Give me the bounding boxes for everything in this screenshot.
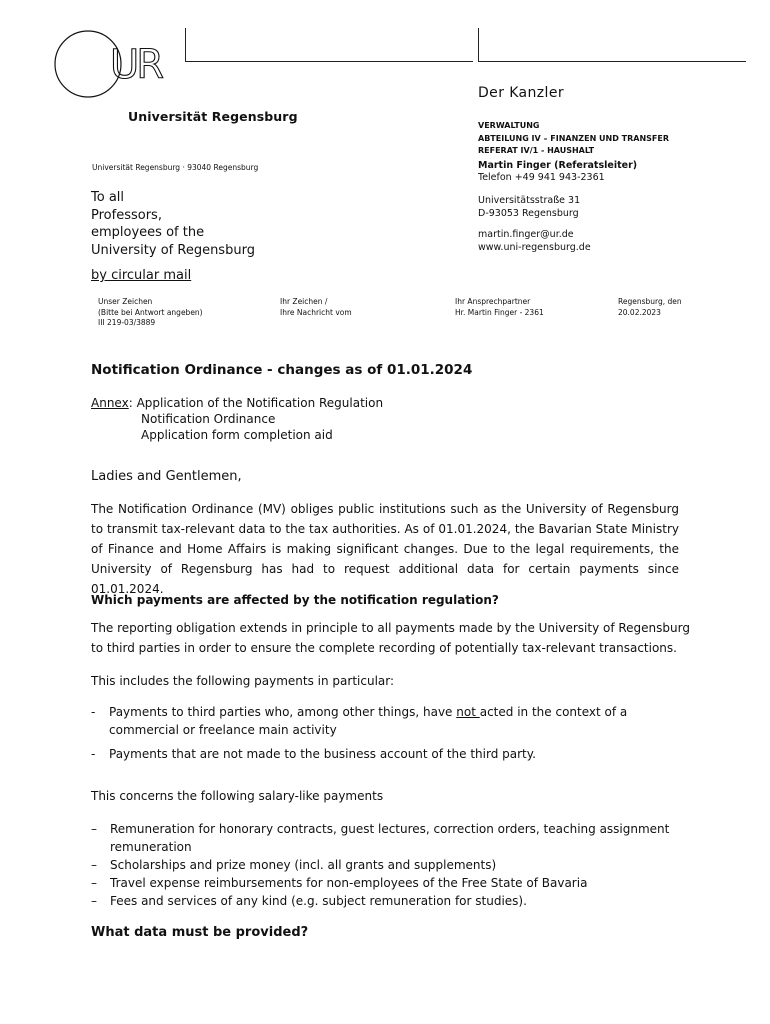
list-item	[91, 703, 691, 739]
contact-email[interactable]: martin.finger@ur.de	[478, 229, 574, 240]
header-rule-right-vertical	[478, 28, 479, 62]
annex-block: Annex: Application of the Notification Regulation Notification Ordinance Application form completion aid	[91, 396, 384, 442]
logo-letters: UR	[110, 42, 162, 88]
header-rule-left	[185, 61, 473, 62]
recipient-line: To all	[91, 190, 125, 205]
greeting: Ladies and Gentlemen,	[91, 469, 242, 484]
dash-marker: –	[91, 858, 97, 872]
list-item	[91, 856, 691, 874]
list-item	[91, 892, 691, 910]
salary-payments-list	[91, 820, 691, 910]
list-item	[91, 874, 691, 892]
ref-value: 20.02.2023	[618, 307, 661, 317]
address-block	[478, 195, 580, 220]
online-block	[478, 229, 591, 254]
list-item-text: Payments to third parties who, among other things, have	[109, 705, 457, 719]
contact-website[interactable]: www.uni-regensburg.de	[478, 241, 591, 253]
contact-phone: Telefon +49 941 943-2361	[478, 172, 605, 183]
ref-note: (Bitte bei Antwort angeben)	[98, 307, 203, 317]
section-heading-payments: Which payments are affected by the notification regulation?	[91, 593, 499, 607]
reporting-paragraph: The reporting obligation extends in principle to all payments made by the University of Regensburg to third parties in order to ensure the complete recording of potentially tax-relevant transactions.	[91, 621, 690, 655]
hyphen-marker: -	[91, 747, 96, 761]
ref-label: Ihr Ansprechpartner	[455, 297, 531, 306]
recipient-line: Professors,	[91, 207, 162, 223]
address-street: Universitätsstraße 31	[478, 195, 581, 206]
intro-paragraph: The Notification Ordinance (MV) obliges public institutions such as the University of Regensburg to transmit tax-relevant data to the tax authorities. As of 01.01.2024, the Bavarian State Ministry of Finance and Home Affairs is making significant changes. Due to the legal requirements, the University of Regensburg has had to request additional data for certain payments since 01.01.2024.	[91, 502, 679, 596]
reference-date	[618, 297, 682, 318]
sender-line: Universität Regensburg · 93040 Regensburg	[92, 163, 259, 172]
university-logo	[52, 26, 164, 110]
delivery-method: by circular mail	[91, 268, 192, 283]
recipient-line: University of Regensburg	[91, 242, 255, 258]
recipient-block	[91, 189, 255, 259]
list-item-text: Travel expense reimbursements for non-employees of the Free State of Bavaria	[110, 876, 588, 890]
list-item-text: Remuneration for honorary contracts, guest lectures, correction orders, teaching assignment remuneration	[110, 822, 670, 854]
university-name: Universität Regensburg	[128, 109, 298, 124]
list-item	[91, 820, 691, 856]
dept-line: ABTEILUNG IV – FINANZEN UND TRANSFER	[478, 133, 670, 143]
annex-item: Application form completion aid	[141, 428, 333, 442]
list-item-text: acted in the context of a commercial or freelance main activity	[109, 705, 628, 737]
includes-line: This includes the following payments in particular:	[91, 674, 395, 688]
dash-marker: –	[91, 876, 97, 890]
reference-your	[280, 297, 352, 318]
emphasis-not: not	[456, 705, 480, 719]
address-city: D-93053 Regensburg	[478, 207, 579, 219]
dash-marker: –	[91, 894, 97, 908]
dash-marker: –	[91, 822, 97, 836]
office-title: Der Kanzler	[478, 85, 564, 101]
ref-label: Ihr Zeichen /	[280, 297, 328, 306]
annex-label: Annex	[91, 396, 129, 410]
contact-name: Martin Finger (Referatsleiter)	[478, 160, 638, 171]
ref-label: Unser Zeichen	[98, 297, 153, 306]
annex-item: Notification Ordinance	[141, 412, 276, 426]
letter-title: Notification Ordinance - changes as of 01.01.2024	[91, 362, 473, 378]
hyphen-marker: -	[91, 705, 96, 719]
list-item	[91, 745, 691, 763]
list-item-text: Scholarships and prize money (incl. all grants and supplements)	[110, 858, 497, 872]
header-rule-right	[478, 61, 746, 62]
dept-line: REFERAT IV/1 - HAUSHALT	[478, 146, 595, 155]
recipient-line: employees of the	[91, 225, 205, 240]
list-item-text: Payments that are not made to the business account of the third party.	[109, 747, 536, 761]
annex-item: Application of the Notification Regulation	[136, 396, 384, 410]
reference-contact	[455, 297, 544, 318]
section-heading-data: What data must be provided?	[91, 925, 309, 940]
ref-label: Regensburg, den	[618, 297, 682, 306]
list-item-text: Fees and services of any kind (e.g. subject remuneration for studies).	[110, 894, 527, 908]
department-block	[478, 120, 669, 158]
ref-value: III 219-03/3889	[98, 318, 156, 327]
dept-line: VERWALTUNG	[478, 121, 540, 130]
reference-our	[98, 297, 203, 329]
affected-payments-list	[91, 703, 691, 763]
ref-label: Ihre Nachricht vom	[280, 307, 352, 317]
header-rule-left-vertical	[185, 28, 186, 62]
concerns-line: This concerns the following salary-like payments	[91, 789, 384, 803]
ref-value: Hr. Martin Finger - 2361	[455, 307, 544, 317]
